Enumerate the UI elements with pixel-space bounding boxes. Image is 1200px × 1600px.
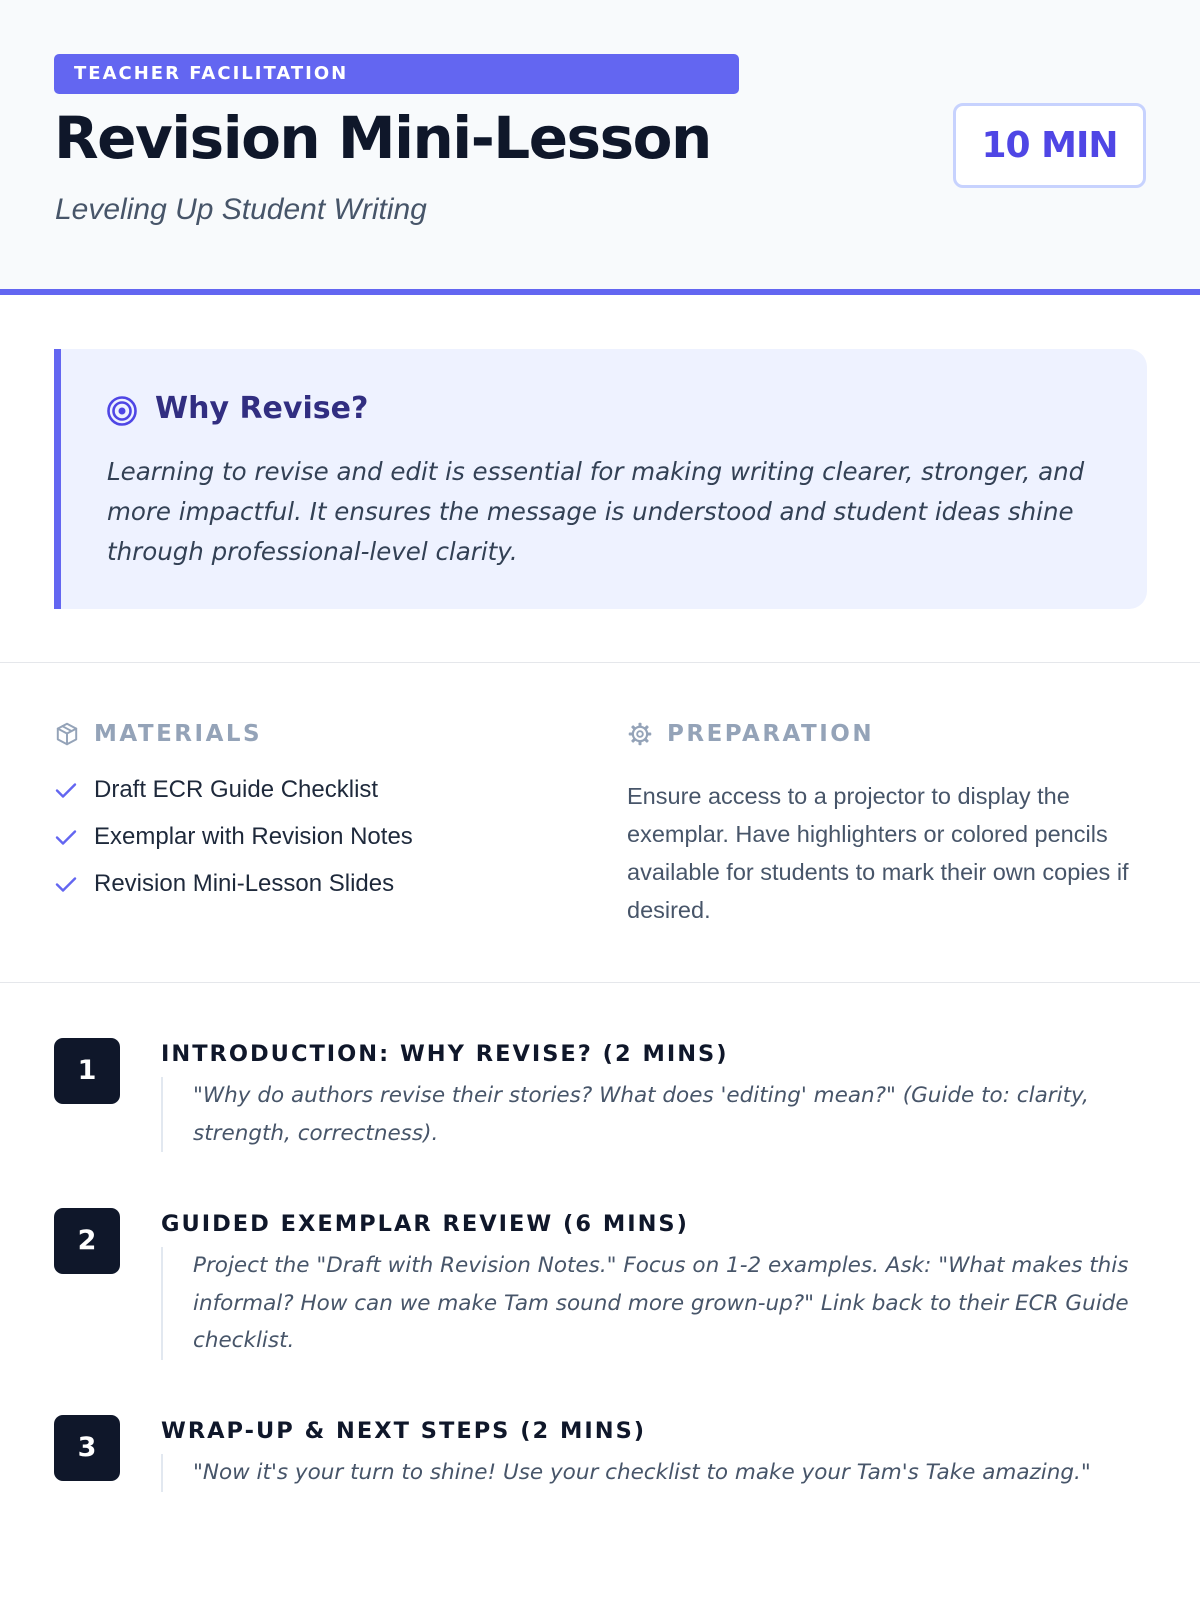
why-revise-title: Why Revise? <box>155 391 369 426</box>
why-revise-callout <box>54 349 1147 609</box>
material-label: Revision Mini-Lesson Slides <box>94 870 395 897</box>
list-item <box>54 870 413 917</box>
preparation-header <box>627 718 874 750</box>
step-body: "Now it's your turn to shine! Use your checklist to make your Tam's Take amazing." <box>161 1454 1151 1492</box>
step-body: Project the "Draft with Revision Notes." Focus on 1-2 examples. Ask: "What makes this informal? How can we make Tam sound more grown-up?" Link back to their ECR Guide checklist. <box>161 1247 1151 1360</box>
why-revise-text: Learning to revise and edit is essential for making writing clearer, stronger, and more impactful. It ensures the message is understood and student ideas shine through professional-level clarity. <box>107 457 1085 566</box>
section-divider <box>0 982 1200 983</box>
lesson-header <box>0 0 1200 295</box>
step-title: WRAP-UP & NEXT STEPS (2 MINS) <box>161 1418 647 1444</box>
preparation-heading: PREPARATION <box>667 721 875 747</box>
package-icon <box>54 721 80 747</box>
step-body: "Why do authors revise their stories? What does 'editing' mean?" (Guide to: clarity, strength, correctness). <box>161 1077 1151 1152</box>
duration-badge: 10 MIN <box>953 103 1146 188</box>
preparation-text: Ensure access to a projector to display the exemplar. Have highlighters or colored pencils available for students to mark their own copies if desired. <box>627 783 1129 923</box>
check-icon <box>54 778 78 802</box>
step-title: INTRODUCTION: WHY REVISE? (2 MINS) <box>161 1041 729 1067</box>
gear-icon <box>627 721 653 747</box>
step-number: 2 <box>54 1208 120 1274</box>
page-subtitle: Leveling Up Student Writing <box>55 193 427 226</box>
check-icon <box>54 825 78 849</box>
page-title: Revision Mini-Lesson <box>54 104 711 172</box>
section-divider <box>0 662 1200 663</box>
material-label: Draft ECR Guide Checklist <box>94 776 379 803</box>
step-number: 1 <box>54 1038 120 1104</box>
list-item <box>54 776 413 823</box>
step-number: 3 <box>54 1415 120 1481</box>
list-item <box>54 823 413 870</box>
material-label: Exemplar with Revision Notes <box>94 823 413 850</box>
materials-heading: MATERIALS <box>94 721 263 747</box>
materials-header <box>54 718 262 750</box>
step-title: GUIDED EXEMPLAR REVIEW (6 MINS) <box>161 1211 689 1237</box>
role-badge: TEACHER FACILITATION <box>54 54 739 94</box>
check-icon <box>54 872 78 896</box>
target-icon <box>106 395 138 427</box>
materials-list <box>54 776 413 917</box>
